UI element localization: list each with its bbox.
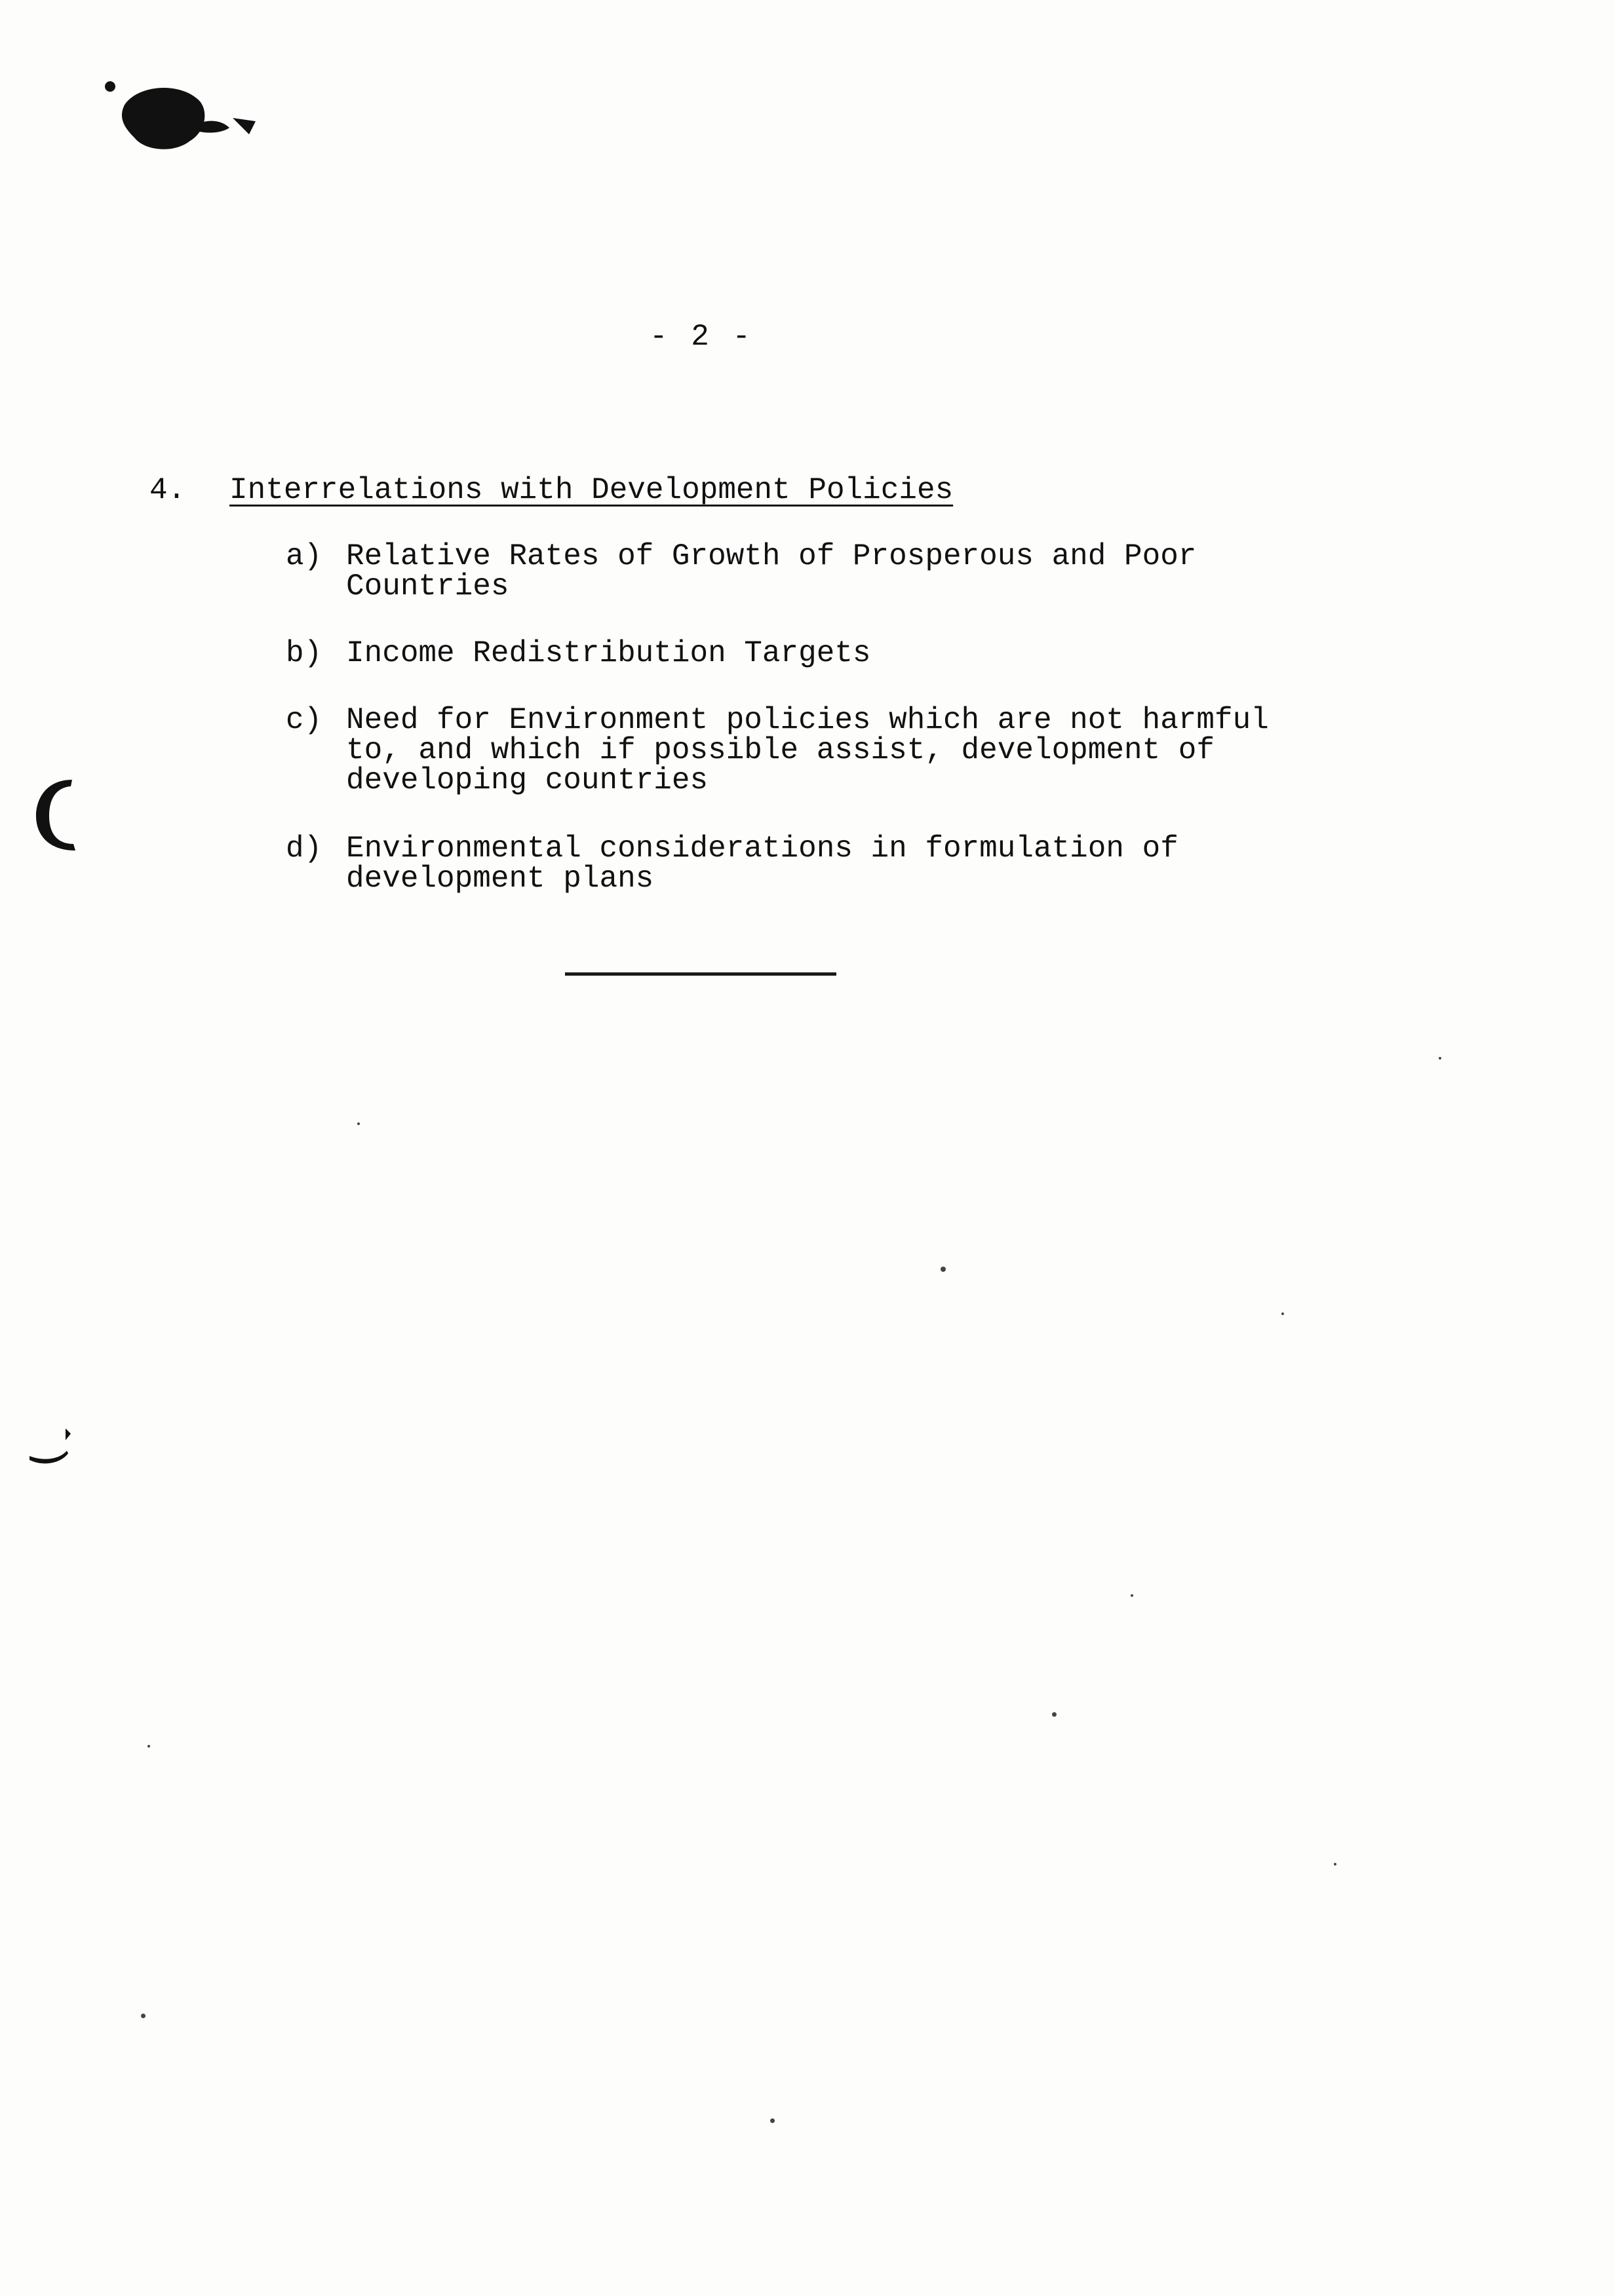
speck xyxy=(141,2014,146,2018)
speck xyxy=(941,1267,946,1272)
speck xyxy=(1439,1057,1441,1060)
page-number: - 2 - xyxy=(649,320,754,354)
section-number: 4. xyxy=(149,473,186,507)
speck xyxy=(770,2118,775,2123)
list-item-text: Environmental considerations in formulation of development plans xyxy=(346,832,1178,896)
ink-blot xyxy=(98,72,282,170)
speck xyxy=(1334,1863,1336,1866)
list-marker: d) xyxy=(286,832,322,866)
list-item-text: Income Redistribution Targets xyxy=(346,636,871,670)
speck xyxy=(1052,1712,1057,1717)
speck xyxy=(1131,1594,1133,1597)
list-marker: a) xyxy=(286,539,322,573)
list-marker: c) xyxy=(286,703,322,737)
speck xyxy=(357,1122,360,1125)
speck xyxy=(1281,1312,1284,1315)
margin-mark-top xyxy=(26,773,85,858)
end-rule xyxy=(565,972,836,976)
section-title: Interrelations with Development Policies xyxy=(229,473,954,507)
list-marker: b) xyxy=(286,636,322,670)
list-item-text: Need for Environment policies which are not harmful to, and which if possible assist, development of developing countries xyxy=(346,703,1269,797)
speck xyxy=(147,1745,150,1748)
list-item-text: Relative Rates of Growth of Prosperous and Poor Countries xyxy=(346,539,1197,603)
margin-mark-bottom xyxy=(26,1422,85,1468)
